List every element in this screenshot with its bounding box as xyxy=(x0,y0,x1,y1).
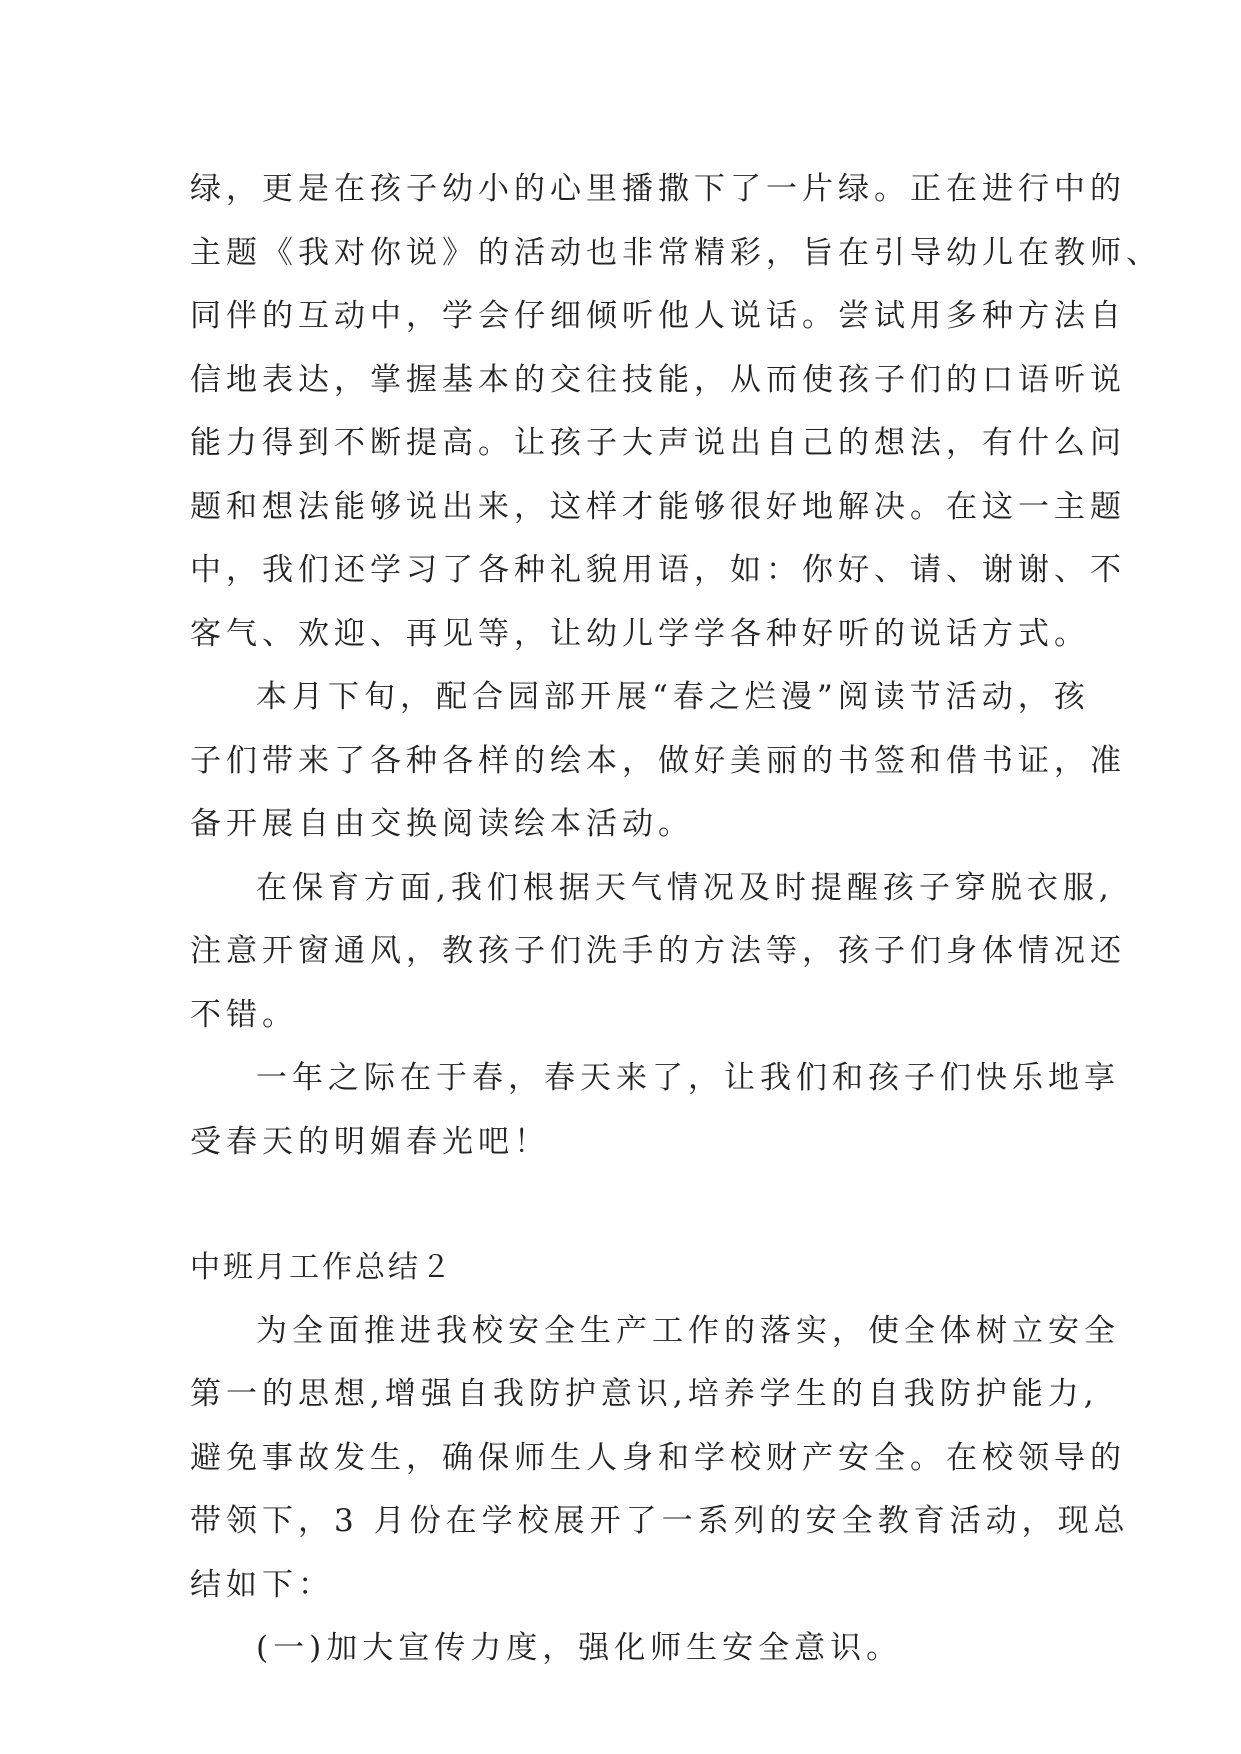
text-line: 结如下： xyxy=(190,1566,334,1603)
section-title: 中班月工作总结２ xyxy=(190,1250,454,1285)
text-line: 客气、欢迎、再见等，让幼儿学学各种好听的说话方式。 xyxy=(190,615,1090,652)
paragraph xyxy=(190,1300,1130,1618)
text-line: 避免事故发生，确保师生人身和学校财产安全。在校领导的 xyxy=(190,1439,1126,1476)
text-line: 带领下，3 月份在学校展开了一系列的安全教育活动，现总 xyxy=(190,1503,1130,1539)
paragraph xyxy=(190,666,1126,857)
text-line: 绿，更是在孩子幼小的心里播撒下了一片绿。正在进行中的 xyxy=(190,171,1126,207)
text-line: 信地表达，掌握基本的交往技能，从而使孩子们的口语听说 xyxy=(190,361,1126,398)
text-line: 子们带来了各种各样的绘本，做好美丽的书签和借书证，准 xyxy=(190,742,1126,779)
text-line: 注意开窗通风，教孩子们洗手的方法等，孩子们身体情况还 xyxy=(190,933,1126,969)
text-line: 在保育方面,我们根据天气情况及时提醒孩子穿脱衣服, xyxy=(256,869,1114,906)
text-line: 主题《我对你说》的活动也非常精彩，旨在引导幼儿在教师、 xyxy=(190,234,1162,271)
text-line: 为全面推进我校安全生产工作的落实，使全体树立安全 xyxy=(256,1312,1120,1349)
text-line: 受春天的明媚春光吧！ xyxy=(190,1123,550,1160)
text-line: 备开展自由交换阅读绘本活动。 xyxy=(190,806,694,842)
text-line: 能力得到不断提高。让孩子大声说出自己的想法，有什么问 xyxy=(190,425,1126,461)
paragraph xyxy=(190,857,1126,1048)
section-gap xyxy=(190,1174,1050,1236)
document-body xyxy=(190,158,1162,1681)
paragraph xyxy=(190,1617,1050,1681)
text-line: 本月下旬，配合园部开展“春之烂漫”阅读节活动，孩 xyxy=(256,679,1090,715)
text-line: 一年之际在于春，春天来了，让我们和孩子们快乐地享 xyxy=(256,1060,1120,1096)
text-line: 同伴的互动中，学会仔细倾听他人说话。尝试用多种方法自 xyxy=(190,298,1126,334)
text-line: 不错。 xyxy=(190,996,298,1033)
text-line: 题和想法能够说出来，这样才能够很好地解决。在这一主题 xyxy=(190,488,1126,525)
text-line: 中，我们还学习了各种礼貌用语，如：你好、请、谢谢、不 xyxy=(190,552,1126,588)
subheading-line: (一)加大宣传力度，强化师生安全意识。 xyxy=(256,1630,903,1666)
text-line: 第一的思想,增强自我防护意识,培养学生的自我防护能力, xyxy=(190,1376,1099,1412)
paragraph xyxy=(190,158,1162,666)
paragraph xyxy=(190,1047,1120,1174)
